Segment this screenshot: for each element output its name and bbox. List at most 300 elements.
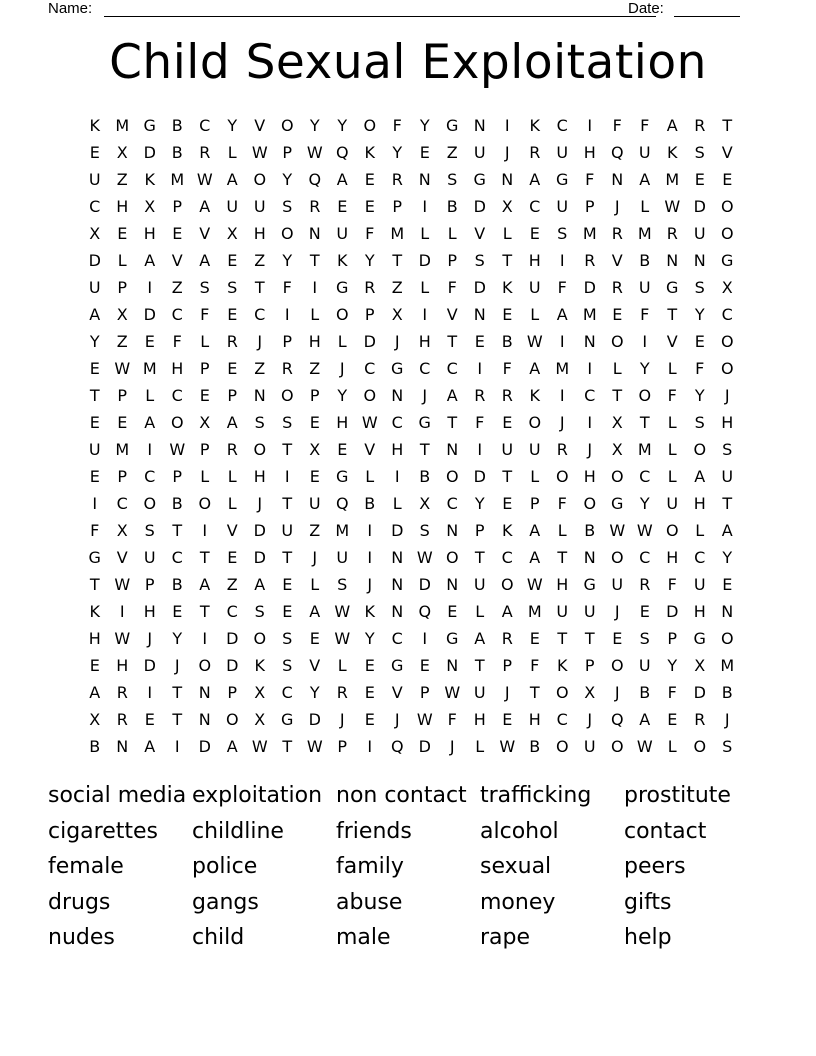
- grid-letter: Y: [639, 494, 650, 513]
- grid-row: [81, 625, 741, 652]
- grid-letter: T: [172, 521, 183, 540]
- word-list-item: alcohol: [480, 818, 559, 844]
- word-list-item: police: [192, 854, 258, 879]
- grid-letter: E: [502, 413, 513, 432]
- grid-letter: C: [199, 116, 211, 135]
- grid-letter: L: [530, 305, 540, 324]
- grid-letter: E: [694, 170, 705, 189]
- grid-letter: U: [473, 143, 486, 162]
- grid-letter: P: [117, 386, 128, 405]
- grid-letter: G: [583, 575, 596, 594]
- grid-letter: A: [474, 629, 486, 648]
- grid-letter: H: [473, 710, 486, 729]
- grid-letter: E: [282, 602, 293, 621]
- grid-letter: H: [336, 413, 349, 432]
- grid-letter: E: [364, 197, 375, 216]
- word-list-item: prostitute: [624, 783, 731, 808]
- grid-letter: E: [502, 710, 513, 729]
- grid-letter: S: [144, 521, 155, 540]
- grid-letter: C: [391, 413, 403, 432]
- grid-letter: F: [557, 494, 567, 513]
- grid-letter: C: [529, 197, 541, 216]
- grid-letter: O: [555, 683, 569, 702]
- grid-letter: D: [666, 602, 679, 621]
- grid-letter: G: [473, 170, 486, 189]
- grid-letter: R: [584, 251, 596, 270]
- grid-letter: P: [364, 305, 375, 324]
- grid-letter: L: [695, 521, 705, 540]
- grid-letter: F: [640, 116, 650, 135]
- grid-letter: P: [227, 683, 238, 702]
- grid-letter: T: [89, 575, 100, 594]
- grid-letter: J: [339, 710, 345, 729]
- grid-letter: B: [171, 116, 183, 135]
- grid-letter: M: [637, 440, 652, 459]
- grid-letter: K: [557, 656, 568, 675]
- grid-letter: S: [282, 197, 293, 216]
- grid-letter: T: [172, 710, 183, 729]
- grid-letter: I: [559, 332, 565, 351]
- grid-row: [81, 247, 741, 274]
- grid-letter: O: [253, 629, 267, 648]
- grid-letter: E: [447, 602, 458, 621]
- grid-row: [81, 490, 741, 517]
- grid-letter: I: [284, 467, 290, 486]
- grid-letter: L: [667, 737, 677, 756]
- grid-letter: L: [337, 332, 347, 351]
- grid-letter: D: [308, 710, 321, 729]
- grid-letter: E: [612, 305, 623, 324]
- word-list-item: drugs: [48, 889, 111, 915]
- grid-letter: V: [666, 332, 678, 351]
- grid-letter: N: [198, 710, 211, 729]
- grid-letter: O: [720, 629, 734, 648]
- grid-letter: M: [555, 359, 570, 378]
- grid-letter: W: [306, 143, 323, 162]
- grid-letter: R: [116, 683, 128, 702]
- grid-letter: X: [226, 224, 238, 243]
- grid-letter: F: [640, 305, 650, 324]
- word-list-item: child: [192, 925, 245, 950]
- grid-letter: K: [502, 521, 513, 540]
- grid-letter: K: [502, 278, 513, 297]
- grid-letter: J: [147, 629, 153, 648]
- grid-letter: G: [418, 413, 431, 432]
- grid-letter: L: [530, 467, 540, 486]
- grid-letter: Y: [309, 116, 320, 135]
- grid-letter: X: [144, 197, 156, 216]
- grid-letter: J: [614, 197, 620, 216]
- grid-letter: I: [367, 548, 373, 567]
- grid-letter: L: [667, 359, 677, 378]
- grid-letter: U: [473, 683, 486, 702]
- grid-row: [81, 517, 741, 544]
- date-field-line[interactable]: [674, 16, 740, 17]
- grid-letter: H: [583, 467, 596, 486]
- grid-letter: Q: [610, 143, 624, 162]
- grid-letter: S: [419, 521, 430, 540]
- grid-letter: F: [667, 683, 677, 702]
- grid-letter: P: [227, 386, 238, 405]
- grid-letter: P: [144, 575, 155, 594]
- grid-letter: L: [365, 467, 375, 486]
- grid-letter: Y: [282, 170, 293, 189]
- grid-row: [81, 544, 741, 571]
- grid-letter: N: [473, 116, 486, 135]
- grid-letter: O: [280, 386, 294, 405]
- grid-letter: E: [364, 710, 375, 729]
- grid-letter: H: [253, 224, 266, 243]
- grid-letter: C: [171, 386, 183, 405]
- grid-letter: J: [174, 656, 180, 675]
- grid-letter: T: [282, 548, 293, 567]
- grid-letter: F: [447, 278, 457, 297]
- grid-letter: N: [446, 440, 459, 459]
- grid-letter: N: [391, 386, 404, 405]
- grid-letter: O: [720, 359, 734, 378]
- grid-letter: L: [640, 197, 650, 216]
- grid-letter: R: [364, 278, 376, 297]
- grid-letter: B: [639, 251, 651, 270]
- grid-letter: J: [724, 710, 730, 729]
- grid-letter: T: [282, 440, 293, 459]
- grid-letter: E: [722, 575, 733, 594]
- grid-letter: B: [171, 575, 183, 594]
- grid-letter: H: [666, 548, 679, 567]
- grid-letter: V: [254, 116, 266, 135]
- grid-letter: H: [116, 656, 129, 675]
- grid-letter: D: [473, 278, 486, 297]
- grid-letter: A: [556, 305, 568, 324]
- grid-letter: V: [391, 683, 403, 702]
- grid-letter: I: [587, 116, 593, 135]
- grid-letter: M: [720, 656, 735, 675]
- grid-letter: M: [582, 224, 597, 243]
- grid-letter: D: [143, 143, 156, 162]
- grid-letter: G: [556, 170, 569, 189]
- grid-letter: I: [174, 737, 180, 756]
- grid-letter: U: [88, 170, 101, 189]
- grid-letter: C: [721, 305, 733, 324]
- grid-letter: D: [583, 278, 596, 297]
- grid-letter: F: [502, 359, 512, 378]
- grid-letter: R: [556, 440, 568, 459]
- grid-letter: I: [119, 602, 125, 621]
- grid-letter: L: [145, 386, 155, 405]
- grid-letter: K: [337, 251, 348, 270]
- grid-letter: E: [667, 710, 678, 729]
- grid-letter: V: [116, 548, 128, 567]
- grid-letter: S: [447, 170, 458, 189]
- grid-letter: L: [200, 332, 210, 351]
- grid-letter: W: [636, 521, 653, 540]
- grid-letter: O: [445, 467, 459, 486]
- grid-letter: X: [116, 305, 128, 324]
- date-label: Date:: [628, 0, 664, 17]
- grid-letter: C: [144, 467, 156, 486]
- grid-letter: J: [394, 332, 400, 351]
- grid-letter: A: [336, 170, 348, 189]
- grid-letter: F: [392, 116, 402, 135]
- grid-letter: L: [667, 413, 677, 432]
- grid-letter: I: [477, 359, 483, 378]
- word-list: [48, 778, 778, 956]
- grid-letter: T: [419, 440, 430, 459]
- grid-letter: J: [724, 386, 730, 405]
- grid-letter: O: [445, 548, 459, 567]
- word-list-item: trafficking: [480, 783, 592, 808]
- grid-letter: E: [309, 629, 320, 648]
- grid-letter: U: [308, 494, 321, 513]
- grid-letter: F: [557, 278, 567, 297]
- word-list-item: peers: [624, 854, 686, 879]
- grid-letter: G: [446, 629, 459, 648]
- grid-letter: E: [364, 170, 375, 189]
- grid-letter: A: [199, 575, 211, 594]
- grid-letter: T: [254, 278, 265, 297]
- grid-letter: W: [499, 737, 516, 756]
- word-list-item: help: [624, 925, 672, 950]
- grid-letter: U: [638, 656, 651, 675]
- grid-letter: K: [144, 170, 155, 189]
- grid-letter: O: [500, 575, 514, 594]
- grid-letter: N: [446, 575, 459, 594]
- grid-letter: O: [610, 737, 624, 756]
- grid-letter: H: [418, 332, 431, 351]
- grid-letter: A: [446, 386, 458, 405]
- grid-letter: V: [364, 440, 376, 459]
- grid-letter: M: [115, 440, 130, 459]
- grid-letter: S: [694, 143, 705, 162]
- grid-letter: W: [444, 683, 461, 702]
- grid-letter: J: [257, 332, 263, 351]
- grid-letter: R: [281, 359, 293, 378]
- grid-letter: H: [528, 251, 541, 270]
- grid-letter: I: [587, 359, 593, 378]
- grid-letter: H: [116, 197, 129, 216]
- grid-letter: X: [89, 710, 101, 729]
- grid-letter: X: [309, 440, 321, 459]
- grid-letter: I: [367, 521, 373, 540]
- grid-letter: R: [309, 197, 321, 216]
- grid-letter: O: [528, 413, 542, 432]
- grid-letter: C: [254, 305, 266, 324]
- grid-letter: T: [172, 683, 183, 702]
- grid-letter: P: [117, 467, 128, 486]
- grid-letter: Y: [419, 116, 430, 135]
- grid-row: [81, 166, 741, 193]
- grid-letter: S: [199, 278, 210, 297]
- grid-letter: Y: [722, 548, 733, 567]
- grid-letter: D: [418, 251, 431, 270]
- grid-letter: D: [143, 656, 156, 675]
- grid-letter: Y: [694, 386, 705, 405]
- grid-letter: E: [419, 656, 430, 675]
- grid-letter: X: [611, 413, 623, 432]
- grid-letter: R: [474, 386, 486, 405]
- grid-letter: M: [527, 602, 542, 621]
- grid-letter: O: [555, 467, 569, 486]
- grid-letter: U: [336, 548, 349, 567]
- grid-letter: J: [559, 413, 565, 432]
- grid-letter: T: [502, 251, 513, 270]
- grid-letter: V: [171, 251, 183, 270]
- name-field-line[interactable]: [104, 16, 656, 17]
- grid-letter: G: [281, 710, 294, 729]
- grid-letter: T: [392, 251, 403, 270]
- grid-letter: W: [636, 737, 653, 756]
- grid-letter: U: [693, 575, 706, 594]
- grid-row: [81, 328, 741, 355]
- grid-letter: S: [282, 629, 293, 648]
- header: [48, 0, 748, 20]
- grid-letter: C: [639, 467, 651, 486]
- grid-letter: A: [529, 521, 541, 540]
- grid-letter: A: [89, 683, 101, 702]
- grid-letter: C: [226, 602, 238, 621]
- word-list-item: male: [336, 925, 391, 950]
- grid-letter: G: [446, 116, 459, 135]
- grid-letter: L: [557, 521, 567, 540]
- grid-letter: B: [89, 737, 101, 756]
- grid-letter: A: [144, 251, 156, 270]
- grid-letter: P: [584, 197, 595, 216]
- grid-letter: E: [199, 386, 210, 405]
- grid-letter: M: [665, 170, 680, 189]
- grid-letter: D: [391, 521, 404, 540]
- grid-letter: N: [418, 170, 431, 189]
- grid-letter: I: [147, 278, 153, 297]
- grid-letter: W: [169, 440, 186, 459]
- word-list-item: nudes: [48, 925, 115, 950]
- grid-letter: A: [226, 737, 238, 756]
- grid-letter: E: [172, 602, 183, 621]
- grid-letter: L: [612, 359, 622, 378]
- grid-letter: F: [90, 521, 100, 540]
- grid-letter: B: [584, 521, 596, 540]
- grid-letter: B: [419, 467, 431, 486]
- grid-letter: I: [642, 332, 648, 351]
- grid-letter: H: [308, 332, 321, 351]
- grid-letter: U: [611, 575, 624, 594]
- grid-letter: O: [253, 170, 267, 189]
- grid-letter: I: [587, 413, 593, 432]
- grid-letter: Y: [694, 305, 705, 324]
- grid-letter: S: [474, 251, 485, 270]
- grid-letter: Y: [89, 332, 100, 351]
- grid-letter: I: [394, 467, 400, 486]
- grid-letter: U: [556, 143, 569, 162]
- grid-letter: H: [583, 143, 596, 162]
- grid-letter: T: [722, 494, 733, 513]
- grid-letter: L: [227, 467, 237, 486]
- grid-letter: L: [392, 494, 402, 513]
- grid-row: [81, 112, 741, 139]
- grid-letter: D: [473, 467, 486, 486]
- grid-letter: A: [144, 413, 156, 432]
- grid-letter: C: [419, 359, 431, 378]
- grid-letter: P: [337, 737, 348, 756]
- grid-letter: B: [501, 332, 513, 351]
- grid-letter: N: [501, 170, 514, 189]
- grid-letter: D: [143, 305, 156, 324]
- grid-letter: H: [253, 467, 266, 486]
- grid-letter: U: [583, 737, 596, 756]
- grid-letter: T: [309, 251, 320, 270]
- grid-letter: H: [391, 440, 404, 459]
- grid-letter: U: [501, 440, 514, 459]
- grid-letter: Z: [116, 170, 128, 189]
- grid-letter: U: [693, 224, 706, 243]
- grid-letter: A: [226, 413, 238, 432]
- grid-letter: P: [584, 656, 595, 675]
- grid-letter: M: [170, 170, 185, 189]
- grid-letter: N: [446, 521, 459, 540]
- grid-letter: E: [502, 494, 513, 513]
- grid-letter: G: [143, 116, 156, 135]
- grid-letter: U: [336, 224, 349, 243]
- grid-letter: H: [693, 602, 706, 621]
- grid-letter: X: [391, 305, 403, 324]
- grid-letter: D: [253, 521, 266, 540]
- grid-letter: F: [667, 575, 677, 594]
- grid-letter: O: [693, 440, 707, 459]
- grid-letter: A: [309, 602, 321, 621]
- grid-letter: Y: [667, 656, 678, 675]
- grid-letter: F: [447, 710, 457, 729]
- grid-letter: U: [556, 602, 569, 621]
- grid-letter: O: [363, 116, 377, 135]
- grid-letter: J: [422, 386, 428, 405]
- grid-letter: Y: [474, 494, 485, 513]
- grid-letter: J: [587, 710, 593, 729]
- grid-letter: W: [361, 413, 378, 432]
- grid-letter: U: [88, 440, 101, 459]
- word-list-item: rape: [480, 925, 531, 950]
- grid-letter: Y: [337, 386, 348, 405]
- grid-letter: H: [693, 494, 706, 513]
- grid-letter: X: [116, 521, 128, 540]
- grid-letter: F: [695, 359, 705, 378]
- grid-letter: I: [284, 305, 290, 324]
- grid-letter: W: [114, 629, 131, 648]
- grid-row: [81, 679, 741, 706]
- grid-letter: O: [170, 413, 184, 432]
- grid-letter: E: [474, 332, 485, 351]
- grid-letter: Z: [391, 278, 403, 297]
- grid-letter: J: [312, 548, 318, 567]
- grid-letter: A: [226, 170, 238, 189]
- grid-letter: O: [143, 494, 157, 513]
- grid-letter: Q: [418, 602, 432, 621]
- grid-letter: A: [501, 602, 513, 621]
- grid-letter: R: [226, 440, 238, 459]
- grid-letter: A: [666, 116, 678, 135]
- grid-letter: V: [309, 656, 321, 675]
- grid-letter: K: [364, 602, 375, 621]
- grid-letter: E: [117, 413, 128, 432]
- grid-letter: C: [501, 548, 513, 567]
- grid-letter: Y: [282, 251, 293, 270]
- grid-letter: X: [254, 710, 266, 729]
- grid-letter: V: [611, 251, 623, 270]
- grid-letter: H: [528, 710, 541, 729]
- grid-letter: E: [89, 656, 100, 675]
- grid-letter: A: [529, 548, 541, 567]
- word-list-item: family: [336, 854, 404, 879]
- grid-letter: N: [198, 683, 211, 702]
- grid-letter: N: [391, 548, 404, 567]
